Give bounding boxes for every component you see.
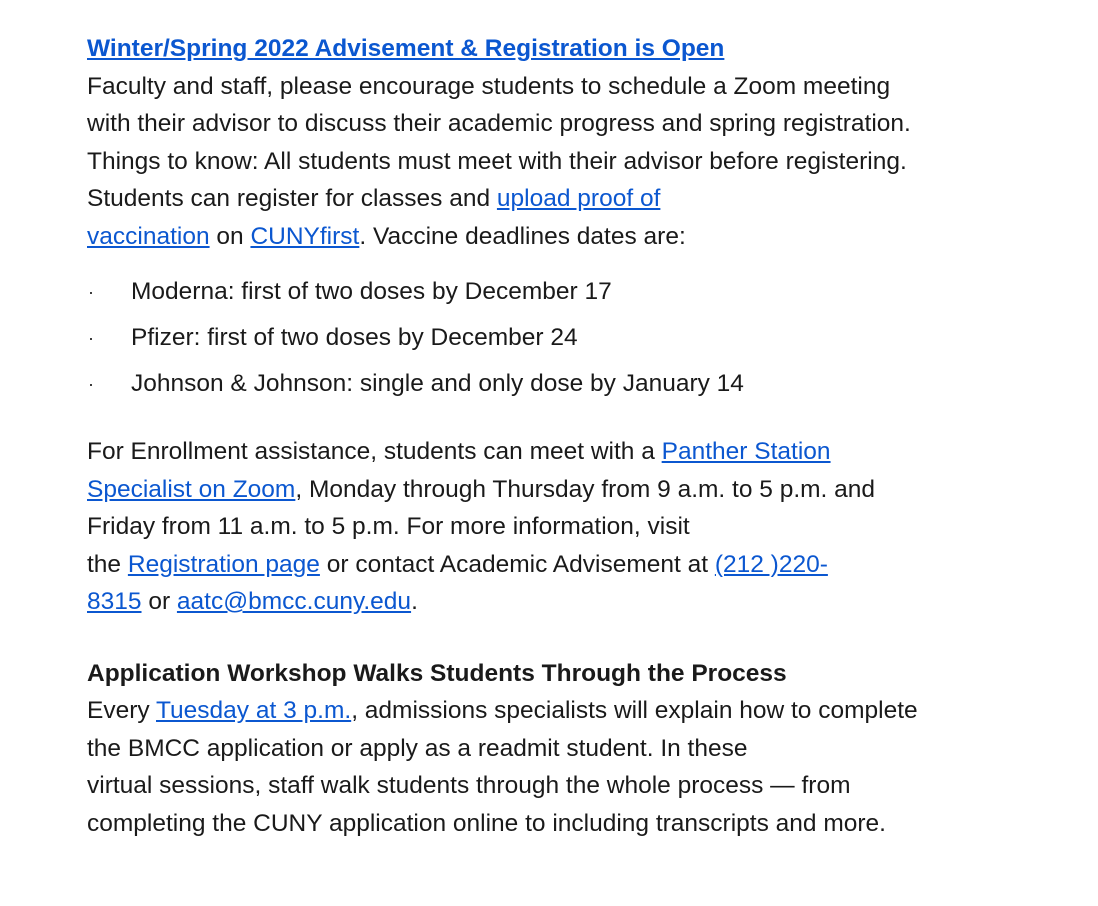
cunyfirst-link[interactable]: CUNYfirst bbox=[250, 222, 360, 250]
every-text: Every bbox=[87, 697, 156, 724]
or-text: or bbox=[141, 588, 177, 615]
advisement-line-2: with their advisor to discuss their academic progress and spring registration. bbox=[87, 110, 911, 137]
vaccine-deadline-list bbox=[87, 269, 1067, 407]
list-item-text: Moderna: first of two doses by December 17 bbox=[131, 278, 612, 305]
list-item bbox=[87, 315, 1067, 361]
list-item-text: Pfizer: first of two doses by December 24 bbox=[131, 324, 578, 351]
panther-station-link-cont[interactable]: Specialist on Zoom bbox=[87, 475, 296, 503]
advisement-line-4-text: Students can register for classes and bbox=[87, 185, 497, 212]
workshop-line-2: the BMCC application or apply as a readmit student. In these bbox=[87, 734, 748, 762]
bullet-dot: · bbox=[88, 374, 94, 394]
vaccine-deadline-intro: . Vaccine deadlines dates are: bbox=[359, 222, 686, 250]
advisement-line-3: Things to know: All students must meet with their advisor before registering. bbox=[87, 147, 907, 175]
list-item bbox=[87, 269, 1067, 315]
enrollment-line-3: Friday from 11 a.m. to 5 p.m. For more information, visit bbox=[87, 513, 690, 540]
panther-station-link[interactable]: Panther Station bbox=[661, 438, 831, 465]
workshop-line-1 bbox=[87, 692, 1067, 730]
bullet-dot: · bbox=[88, 282, 94, 302]
bullet-dot: · bbox=[88, 328, 94, 348]
advisement-headline-link[interactable]: Winter/Spring 2022 Advisement & Registration is Open bbox=[87, 35, 725, 62]
enrollment-line-5 bbox=[87, 583, 1067, 621]
workshop-line-1-text: , admissions specialists will explain how to complete bbox=[351, 697, 918, 724]
newsletter-body bbox=[87, 30, 1067, 842]
advisement-line-1: Faculty and staff, please encourage students to schedule a Zoom meeting bbox=[87, 72, 891, 100]
the-text: the bbox=[87, 550, 128, 578]
phone-link[interactable]: (212 )220- bbox=[714, 550, 828, 578]
contact-text: or contact Academic Advisement at bbox=[319, 550, 715, 578]
advisement-line-4 bbox=[87, 180, 1067, 218]
workshop-title: Application Workshop Walks Students Through the Process bbox=[87, 659, 787, 687]
section-enrollment bbox=[87, 433, 1067, 621]
advisement-line-5 bbox=[87, 218, 1067, 256]
enrollment-line-2 bbox=[87, 471, 1067, 509]
enrollment-line-1-text: For Enrollment assistance, students can meet with a bbox=[87, 438, 662, 465]
enrollment-line-4 bbox=[87, 546, 1067, 584]
phone-link-cont[interactable]: 8315 bbox=[87, 588, 142, 615]
workshop-line-3: virtual sessions, staff walk students through the whole process — from bbox=[87, 772, 851, 799]
period-text: . bbox=[411, 588, 418, 615]
enrollment-line-1 bbox=[87, 433, 1067, 471]
section-advisement bbox=[87, 30, 1067, 407]
list-item bbox=[87, 361, 1067, 407]
registration-page-link[interactable]: Registration page bbox=[127, 550, 320, 578]
section-application-workshop bbox=[87, 655, 1067, 843]
email-link[interactable]: aatc@bmcc.cuny.edu bbox=[176, 588, 412, 615]
workshop-line-4: completing the CUNY application online to including transcripts and more. bbox=[87, 809, 886, 837]
tuesday-link[interactable]: Tuesday at 3 p.m. bbox=[156, 697, 352, 724]
list-item-text: Johnson & Johnson: single and only dose by January 14 bbox=[131, 370, 744, 397]
upload-proof-link[interactable]: upload proof of bbox=[496, 185, 661, 212]
on-text: on bbox=[209, 222, 251, 250]
upload-proof-link-cont[interactable]: vaccination bbox=[87, 222, 210, 250]
enrollment-hours-text: , Monday through Thursday from 9 a.m. to 5 p.m. and bbox=[295, 475, 876, 503]
